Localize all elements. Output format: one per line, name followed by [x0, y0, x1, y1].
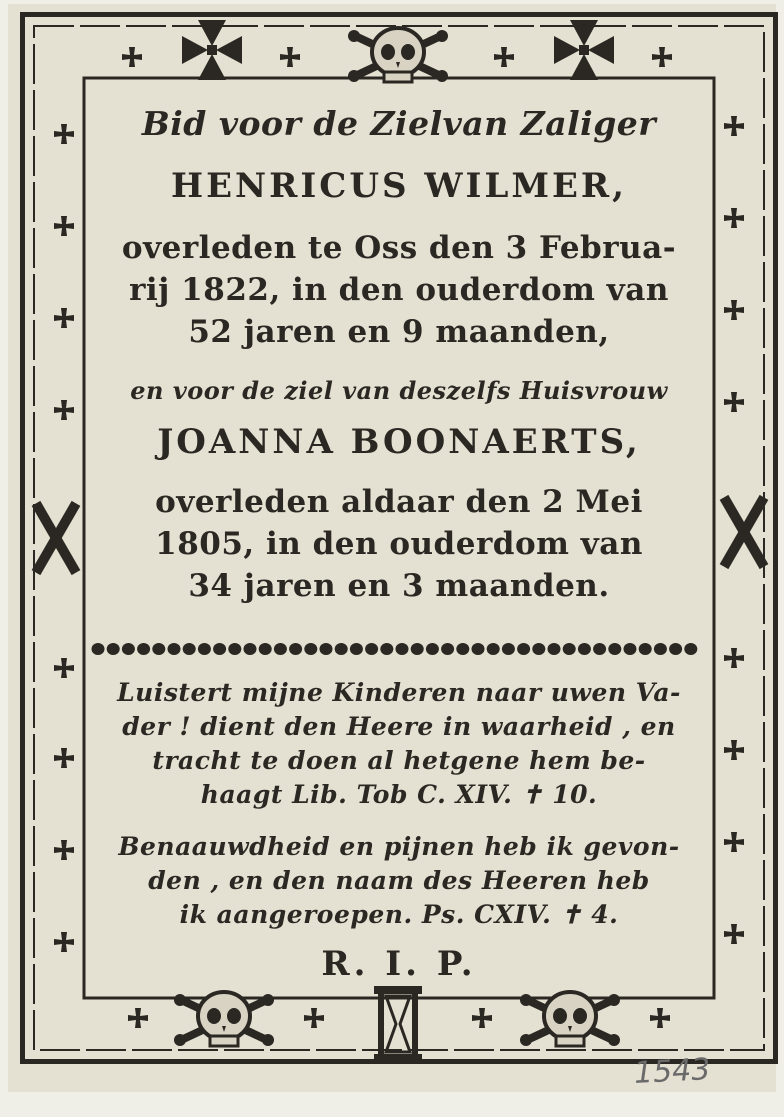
- crossed-bones-icon: [32, 501, 81, 575]
- bead: [320, 643, 333, 655]
- text-line-10: 34 jaren en 3 maanden.: [188, 568, 610, 604]
- bead: [244, 643, 257, 655]
- cross-pattee-icon: [650, 1008, 670, 1028]
- crossed-bones-icon: [720, 495, 769, 569]
- bead: [654, 643, 667, 655]
- bead: [92, 643, 105, 655]
- maltese-cross-icon: [182, 20, 242, 80]
- verse1-line2: der ! dient den Heere in waarheid , en: [122, 712, 676, 741]
- bead: [532, 643, 545, 655]
- text-line-4: rij 1822, in den ouderdom van: [129, 272, 669, 308]
- bead: [441, 643, 454, 655]
- bead: [213, 643, 226, 655]
- bead: [608, 643, 621, 655]
- bead: [684, 643, 697, 655]
- skull-crossbones-icon: [348, 28, 448, 82]
- bead: [350, 643, 363, 655]
- verse2-line3: ik aangeroepen. Ps. CXIV. ✝ 4.: [179, 900, 619, 929]
- bead: [274, 643, 287, 655]
- name-joanna: JOANNA BOONAERTS,: [157, 422, 641, 462]
- bead: [152, 643, 165, 655]
- bead: [304, 643, 317, 655]
- bead: [228, 643, 241, 655]
- text-line-8: overleden aldaar den 2 Mei: [155, 484, 643, 520]
- bead: [289, 643, 302, 655]
- bead: [259, 643, 272, 655]
- cross-pattee-icon: [128, 1008, 148, 1028]
- bead: [548, 643, 561, 655]
- cross-pattee-icon: [54, 216, 74, 236]
- cross-pattee-icon: [54, 400, 74, 420]
- text-line-9: 1805, in den ouderdom van: [155, 526, 643, 562]
- cross-pattee-icon: [724, 300, 744, 320]
- bead: [396, 643, 409, 655]
- bead: [639, 643, 652, 655]
- cross-pattee-icon: [54, 124, 74, 144]
- bead: [593, 643, 606, 655]
- text-line-5: 52 jaren en 9 maanden,: [188, 314, 610, 350]
- rip-text: R. I. P.: [321, 944, 477, 984]
- verse2-line1: Benaauwdheid en pijnen heb ik gevon-: [118, 832, 680, 861]
- cross-pattee-icon: [724, 832, 744, 852]
- bead: [107, 643, 120, 655]
- bead-divider: [88, 636, 710, 662]
- maltese-cross-icon: [554, 20, 614, 80]
- mourning-card: [8, 4, 776, 1092]
- bead: [472, 643, 485, 655]
- name-henricus: HENRICUS WILMER,: [170, 166, 628, 206]
- bead: [168, 643, 181, 655]
- hourglass-icon: [374, 986, 422, 1062]
- cross-pattee-icon: [724, 116, 744, 136]
- bead: [183, 643, 196, 655]
- text-line-3: overleden te Oss den 3 Februa-: [121, 230, 677, 266]
- skull-crossbones-icon: [174, 992, 274, 1046]
- bead: [426, 643, 439, 655]
- bead: [137, 643, 150, 655]
- bead: [122, 643, 135, 655]
- cross-pattee-icon: [724, 648, 744, 668]
- cross-pattee-icon: [724, 208, 744, 228]
- skull-crossbones-icon: [520, 992, 620, 1046]
- bead: [456, 643, 469, 655]
- verse1-line3: tracht te doen al hetgene hem be-: [152, 746, 646, 775]
- cross-pattee-icon: [54, 748, 74, 768]
- card-text: [88, 104, 710, 984]
- verse1-line1: Luistert mijne Kinderen naar uwen Va-: [117, 678, 681, 707]
- bead: [380, 643, 393, 655]
- bead: [624, 643, 637, 655]
- cross-pattee-icon: [724, 392, 744, 412]
- bead: [578, 643, 591, 655]
- bead: [487, 643, 500, 655]
- cross-pattee-icon: [54, 840, 74, 860]
- text-line-6: en voor de ziel van deszelfs Huisvrouw: [130, 376, 668, 405]
- cross-pattee-icon: [54, 932, 74, 952]
- cross-pattee-icon: [724, 740, 744, 760]
- cross-pattee-icon: [472, 1008, 492, 1028]
- bead: [365, 643, 378, 655]
- bead: [517, 643, 530, 655]
- cross-pattee-icon: [724, 924, 744, 944]
- cross-pattee-icon: [54, 308, 74, 328]
- bead: [411, 643, 424, 655]
- bead: [502, 643, 515, 655]
- bead: [198, 643, 211, 655]
- bead: [335, 643, 348, 655]
- verse1-line4: haagt Lib. Tob C. XIV. ✝ 10.: [200, 780, 598, 809]
- heading-prayer: Bid voor de Zielvan Zaliger: [141, 104, 657, 143]
- bead: [669, 643, 682, 655]
- cross-pattee-icon: [494, 47, 514, 67]
- catalog-number: 1543: [633, 1052, 712, 1091]
- bead: [563, 643, 576, 655]
- cross-pattee-icon: [54, 658, 74, 678]
- cross-pattee-icon: [652, 47, 672, 67]
- cross-pattee-icon: [122, 47, 142, 67]
- cross-pattee-icon: [280, 47, 300, 67]
- verse2-line2: den , en den naam des Heeren heb: [148, 866, 650, 895]
- cross-pattee-icon: [304, 1008, 324, 1028]
